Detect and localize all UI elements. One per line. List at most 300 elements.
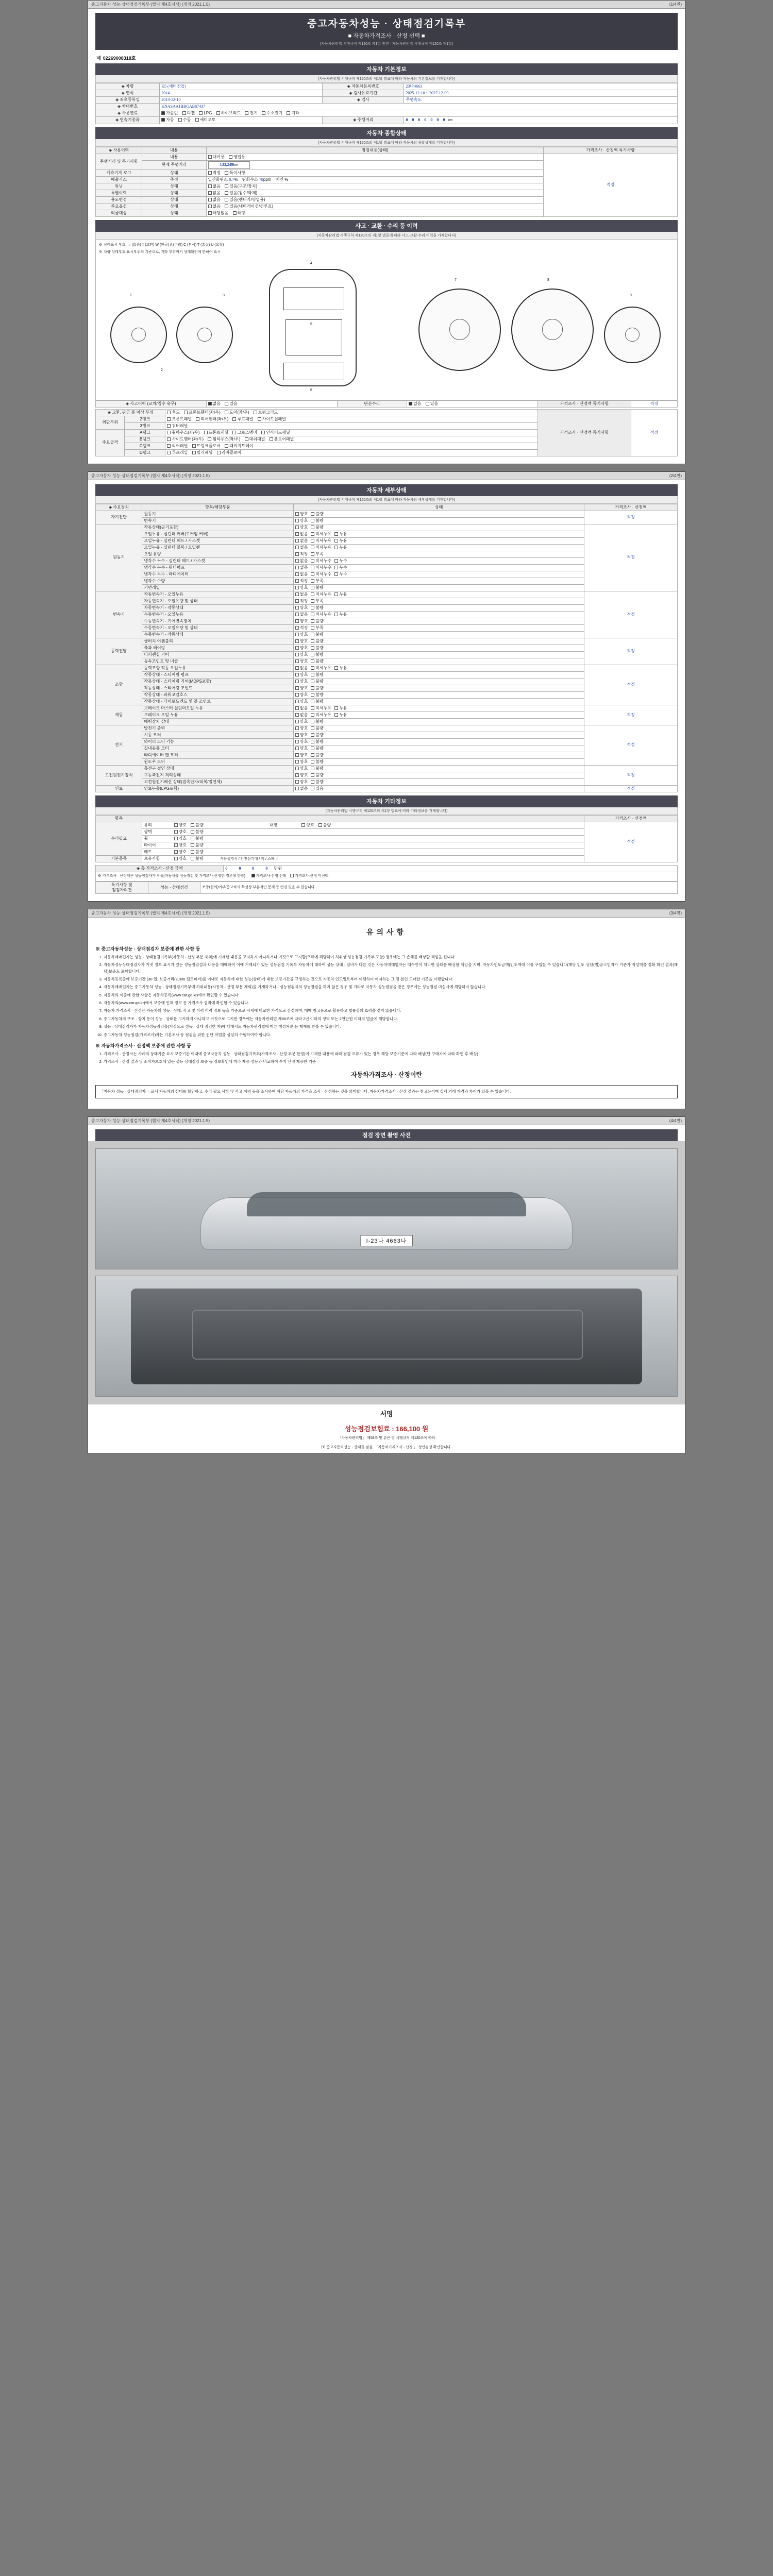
detail-opts-2-2 bbox=[293, 604, 584, 611]
acc-q2-opt-none[interactable] bbox=[409, 401, 421, 406]
basic-value-4-text: 2025-12-10 ~ 2027-12-09 bbox=[406, 91, 449, 95]
parts-0-1[interactable] bbox=[184, 410, 221, 415]
parts-label: ◈ 교환, 판금 등 이상 부위 bbox=[96, 409, 165, 416]
detail-opt-4-1-1[interactable] bbox=[311, 672, 323, 677]
detail-opt-2-5-1[interactable] bbox=[311, 625, 323, 631]
special-opt-none[interactable] bbox=[208, 191, 221, 196]
detail-opt-2-0-1[interactable] bbox=[311, 592, 331, 597]
detail-opt-label: 양호 bbox=[299, 685, 308, 690]
tuning-opt-none[interactable] bbox=[208, 184, 221, 189]
parts-row-1 bbox=[165, 416, 538, 422]
detail-opt-1-6-2[interactable] bbox=[334, 565, 347, 570]
detail-opt-2-0-2[interactable] bbox=[334, 592, 347, 597]
detail-item-3-0: 클러치 어셈블리 bbox=[142, 638, 294, 645]
table-row bbox=[96, 97, 678, 104]
table-row bbox=[96, 524, 678, 531]
option-opt-none[interactable] bbox=[208, 204, 221, 209]
detail-opt-0-1-0[interactable] bbox=[295, 518, 308, 523]
detail-opt-3-3-1[interactable] bbox=[311, 659, 323, 664]
acc-q2-opt-none-label: 없음 bbox=[413, 401, 422, 406]
etc-2-bad[interactable] bbox=[191, 836, 203, 841]
detail-opt-6-5-1[interactable] bbox=[311, 759, 323, 765]
detail-opt-6-0-1[interactable] bbox=[311, 726, 323, 731]
fuel-opt-diesel[interactable] bbox=[182, 111, 195, 116]
etc-side-label: 수리필요 bbox=[96, 822, 142, 855]
odometer-value: 0 0 0 0 0 0 0 bbox=[406, 117, 447, 122]
special-opt-yes-label: 있음(침수/화재) bbox=[229, 190, 258, 195]
parts-2-0[interactable] bbox=[167, 423, 188, 429]
etc-3-good[interactable] bbox=[174, 843, 187, 848]
detail-opt-1-7-0[interactable] bbox=[295, 572, 308, 577]
table-row bbox=[96, 90, 678, 97]
detail-opt-0-1-1[interactable] bbox=[311, 518, 323, 523]
parts-row-0 bbox=[165, 409, 538, 416]
parts-0-0[interactable] bbox=[167, 410, 179, 415]
detail-opt-1-3-1[interactable] bbox=[311, 545, 331, 550]
detail-opt-2-1-0[interactable] bbox=[295, 599, 308, 604]
detail-opt-4-3-1[interactable] bbox=[311, 686, 323, 691]
detail-opt-3-0-1[interactable] bbox=[311, 639, 323, 644]
detail-item-1-5: 냉각수 누수 - 실린더 헤드 / 가스켓 bbox=[142, 557, 294, 564]
detail-opt-label: 미세누수 bbox=[315, 565, 332, 570]
detail-opt-3-1-0[interactable] bbox=[295, 646, 308, 651]
detail-opt-6-4-0[interactable] bbox=[295, 753, 308, 758]
etc-th-2 bbox=[142, 815, 584, 822]
detail-group-8: 연료 bbox=[96, 785, 142, 792]
etc-0b-bad[interactable] bbox=[318, 823, 331, 828]
diagram-car-body bbox=[269, 269, 357, 386]
detail-opt-2-3-2[interactable] bbox=[334, 612, 347, 617]
ovr-kind-2: 측정 bbox=[142, 176, 206, 183]
option-opt-yes[interactable] bbox=[225, 204, 273, 209]
detail-opt-2-0-0[interactable] bbox=[295, 592, 308, 597]
detail-opt-5-0-1[interactable] bbox=[311, 706, 331, 711]
detail-opt-1-8-0[interactable] bbox=[295, 579, 308, 584]
odo-opt-abnormal[interactable] bbox=[225, 171, 245, 176]
detail-opt-2-3-0[interactable] bbox=[295, 612, 308, 617]
trans-opt-semi[interactable] bbox=[195, 117, 216, 123]
detail-opt-label: 없음 bbox=[299, 712, 308, 717]
fuel-options bbox=[160, 110, 678, 117]
etc-4-good[interactable] bbox=[174, 850, 187, 855]
parts-right-value-text: 적정 bbox=[650, 430, 659, 435]
parts-1-3[interactable] bbox=[258, 417, 286, 422]
ovr-kind-1: 상태 bbox=[142, 170, 206, 176]
detail-opt-label: 불량 bbox=[315, 518, 324, 523]
detail-item-2-2: 자동변속기 - 작동상태 bbox=[142, 604, 294, 611]
detail-opt-label: 불량 bbox=[315, 732, 324, 737]
recall-opt-na[interactable] bbox=[208, 211, 229, 216]
detail-opt-4-3-0[interactable] bbox=[295, 686, 308, 691]
tuning-opt-yes[interactable] bbox=[225, 184, 257, 189]
trans-opt-manual[interactable] bbox=[178, 117, 191, 123]
detail-opt-label: 불량 bbox=[315, 692, 324, 697]
diagram-wheel-right-3 bbox=[604, 307, 661, 363]
parts-row-5 bbox=[165, 443, 538, 449]
detail-opt-6-1-0[interactable] bbox=[295, 733, 308, 738]
etc-2-good[interactable] bbox=[174, 836, 187, 841]
detail-item-1-6: 냉각수 누수 - 워터펌프 bbox=[142, 564, 294, 571]
section-overall-note: (자동차관리법 시행규칙 제120조의 제1항 별표에 따라 자동차의 종합상태를 기재합니다) bbox=[95, 139, 678, 147]
recall-opt-yes[interactable] bbox=[233, 211, 245, 216]
etc-0b-good[interactable] bbox=[301, 823, 314, 828]
detail-opt-5-0-0[interactable] bbox=[295, 706, 308, 711]
parts-1-0[interactable] bbox=[167, 417, 192, 422]
detail-opt-label: 없음 bbox=[299, 705, 308, 710]
detail-item-6-4: 라디에이터 팬 모터 bbox=[142, 752, 294, 758]
diagram-wheel-right bbox=[418, 289, 501, 371]
detail-opt-1-2-1[interactable] bbox=[311, 538, 331, 544]
price-chk-unselected-label: 가격조사·산정 미선택 bbox=[295, 874, 329, 878]
detail-opt-4-0-0[interactable] bbox=[295, 666, 308, 671]
emission-smoke bbox=[276, 177, 289, 182]
detail-opt-2-3-1[interactable] bbox=[311, 612, 331, 617]
detail-opt-label: 부족 bbox=[315, 578, 324, 583]
parts-3-3[interactable] bbox=[261, 430, 290, 435]
detail-opt-8-0-1[interactable] bbox=[311, 786, 323, 791]
notice-item: 4. 자동차매매업자는 중고자동차 성능 · 상태점검기록부에 허위내용(자동차 · 산정 부분 제외)을 기재하거나 · 성능점검자의 성능점검을 하지 않은 경우 및 기타로 자동차 성능점검을 받은 경우에는 성능점검 미실시에 해당하지 않습니다. bbox=[104, 984, 678, 990]
detail-opt-label: 양호 bbox=[299, 645, 308, 650]
detail-right-value: 적정 bbox=[627, 712, 635, 717]
parts-3-1[interactable] bbox=[204, 430, 229, 435]
etc-0-bad[interactable] bbox=[191, 823, 203, 828]
parts-6-0[interactable] bbox=[167, 450, 188, 455]
etc-4-bad[interactable] bbox=[191, 850, 203, 855]
detail-opts-1-3 bbox=[293, 544, 584, 551]
detail-opt-4-5-1[interactable] bbox=[311, 699, 323, 704]
detail-opt-7-2-1[interactable] bbox=[311, 779, 323, 785]
detail-opt-6-0-0[interactable] bbox=[295, 726, 308, 731]
parts-5-2[interactable] bbox=[225, 444, 253, 449]
memo-text: 보증(협의)여부/중고차의 특성상 부분적인 문제 등 변경 있을 수 있습니다. bbox=[202, 886, 316, 890]
parts-4-2[interactable] bbox=[245, 437, 265, 442]
page-strip-left: 중고자동차 성능·상태점검기록부 (별지 제4호서식) (개정 2021.1.5) bbox=[91, 2, 210, 7]
detail-th-1: ◈ 주요장치 bbox=[96, 504, 142, 511]
detail-opt-label: 누수 bbox=[339, 558, 347, 563]
parts-0-3-label: 트렁크리드 bbox=[258, 410, 278, 415]
section-basic-note: (자동차관리법 시행규칙 제120조의 제1항 별표에 따라 자동차의 기본정보를 기재합니다) bbox=[95, 75, 678, 83]
detail-opt-1-6-1[interactable] bbox=[311, 565, 331, 570]
detail-opt-4-4-1[interactable] bbox=[311, 692, 323, 698]
usechange-opt-yes[interactable] bbox=[225, 197, 265, 202]
detail-opt-0-0-1[interactable] bbox=[311, 512, 323, 517]
detail-opt-4-0-1[interactable] bbox=[311, 666, 331, 671]
detail-opt-3-2-0[interactable] bbox=[295, 652, 308, 657]
parts-3-2[interactable] bbox=[232, 430, 257, 435]
detail-opt-5-2-0[interactable] bbox=[295, 719, 308, 724]
detail-opt-2-1-1[interactable] bbox=[311, 599, 323, 604]
detail-opt-1-5-2[interactable] bbox=[334, 558, 347, 564]
detail-opt-4-2-1[interactable] bbox=[311, 679, 323, 684]
parts-6-2[interactable] bbox=[217, 450, 242, 455]
detail-opt-2-6-1[interactable] bbox=[311, 632, 323, 637]
detail-opt-2-4-1[interactable] bbox=[311, 619, 323, 624]
detail-group-0: 자기진단 bbox=[96, 511, 142, 524]
diagram-wheel-left bbox=[110, 307, 167, 363]
detail-group-7: 고전원전기장치 bbox=[96, 765, 142, 785]
detail-opt-2-6-0[interactable] bbox=[295, 632, 308, 637]
detail-opt-1-1-1[interactable] bbox=[311, 532, 331, 537]
basic-label-3: ◈ 연식 bbox=[96, 90, 160, 97]
detail-opt-7-0-1[interactable] bbox=[311, 766, 323, 771]
detail-opt-1-5-1[interactable] bbox=[311, 558, 331, 564]
parts-5-0[interactable] bbox=[167, 444, 188, 449]
detail-opt-label: 양호 bbox=[299, 511, 308, 516]
detail-opt-2-2-1[interactable] bbox=[311, 605, 323, 611]
notice-title: 유의사항 bbox=[366, 927, 407, 936]
detail-item-4-0: 동력조향 작동 오일누유 bbox=[142, 665, 294, 671]
detail-opt-7-1-1[interactable] bbox=[311, 773, 323, 778]
price-chk-unselected[interactable] bbox=[290, 874, 328, 879]
detail-opt-4-2-0[interactable] bbox=[295, 679, 308, 684]
detail-opt-2-5-0[interactable] bbox=[295, 625, 308, 631]
emission-hc bbox=[242, 177, 272, 182]
basic-value-2 bbox=[404, 83, 678, 90]
detail-opt-label: 없음 bbox=[299, 571, 308, 577]
detail-opt-5-2-1[interactable] bbox=[311, 719, 323, 724]
trans-opt-auto[interactable] bbox=[161, 117, 174, 123]
acc-q2-opt-yes[interactable] bbox=[426, 401, 438, 406]
page-2 bbox=[88, 471, 685, 902]
detail-opts-5-1 bbox=[293, 711, 584, 718]
use-opt-rental[interactable]: 대여용 bbox=[208, 155, 225, 160]
detail-opt-3-3-0[interactable] bbox=[295, 659, 308, 664]
detail-opt-4-1-0[interactable] bbox=[295, 672, 308, 677]
parts-level-b: B랭크 bbox=[125, 436, 165, 443]
ovr-kind-6: 상태 bbox=[142, 203, 206, 210]
ovr-lbl-7: 리콜대상 bbox=[96, 210, 142, 216]
fuel-opt-gasoline-label: 가솔린 bbox=[166, 111, 178, 115]
detail-opt-0-0-0[interactable] bbox=[295, 512, 308, 517]
parts-4-1-label: 휠하우스(좌/우) bbox=[212, 436, 241, 442]
detail-opt-label: 불량 bbox=[315, 739, 324, 744]
emission-co-value: 0.7 bbox=[229, 177, 234, 182]
detail-opt-label: 불량 bbox=[315, 679, 324, 684]
overall-right-value-text: 적정 bbox=[606, 182, 615, 188]
detail-item-6-0: 발전기 출력 bbox=[142, 725, 294, 732]
etc-1-bad[interactable] bbox=[191, 829, 203, 835]
detail-opt-label: 누유 bbox=[339, 712, 347, 717]
detail-opts-6-0 bbox=[293, 725, 584, 732]
detail-opt-4-5-0[interactable] bbox=[295, 699, 308, 704]
basic-label-6: ◈ 검사 bbox=[323, 97, 404, 104]
special-opt-yes[interactable] bbox=[225, 191, 257, 196]
acc-q1-opt-none[interactable] bbox=[208, 401, 221, 406]
detail-opt-1-7-2[interactable] bbox=[334, 572, 347, 577]
parts-1-1[interactable] bbox=[196, 417, 228, 422]
detail-opt-4-0-2[interactable] bbox=[334, 666, 347, 671]
odometer-unit: km bbox=[447, 118, 452, 122]
etc-4-bad-label: 불량 bbox=[195, 849, 204, 854]
detail-right-value: 적정 bbox=[627, 612, 635, 617]
ovr-lbl-4: 특별이력 bbox=[96, 190, 142, 196]
basic-label-2: ◈ 자동차등록번호 bbox=[323, 83, 404, 90]
odo-opt-normal[interactable] bbox=[208, 171, 221, 176]
etc-base-extra: 사용설명서 / 안전삼각대 / 잭 / 스패너 bbox=[220, 857, 278, 861]
detail-opt-label: 누수 bbox=[339, 565, 347, 570]
acc-q1-opt-yes[interactable] bbox=[225, 401, 237, 406]
parts-row-6 bbox=[165, 449, 538, 456]
parts-1-2[interactable] bbox=[232, 417, 253, 422]
ovr-opts-3 bbox=[206, 183, 544, 190]
parts-4-3[interactable] bbox=[270, 437, 294, 442]
detail-group-1: 원동기 bbox=[96, 524, 142, 591]
detail-opt-3-2-1[interactable] bbox=[311, 652, 323, 657]
detail-opt-7-1-0[interactable] bbox=[295, 773, 308, 778]
detail-opt-2-4-0[interactable] bbox=[295, 619, 308, 624]
detail-opt-1-9-0[interactable] bbox=[295, 585, 308, 590]
detail-item-2-4: 수동변속기 - 기어변속장치 bbox=[142, 618, 294, 624]
detail-opt-label: 미세누수 bbox=[315, 571, 332, 577]
detail-opt-label: 부족 bbox=[315, 625, 324, 630]
detail-item-2-6: 수동변속기 - 작동상태 bbox=[142, 631, 294, 638]
parts-1-2-label: 루프패널 bbox=[237, 416, 254, 421]
ovr-opts-2 bbox=[206, 176, 544, 183]
detail-opt-5-0-2[interactable] bbox=[334, 706, 347, 711]
detail-opt-label: 불량 bbox=[315, 645, 324, 650]
detail-item-1-2: 오일누유 - 실린더 헤드 / 가스켓 bbox=[142, 537, 294, 544]
detail-opt-6-2-0[interactable] bbox=[295, 739, 308, 744]
detail-opt-6-3-0[interactable] bbox=[295, 746, 308, 751]
detail-opt-4-4-0[interactable] bbox=[295, 692, 308, 698]
fuel-label: ◈ 사용연료 bbox=[96, 110, 160, 117]
accident-history-table bbox=[95, 400, 678, 408]
basic-value-3-text: 2014 bbox=[161, 91, 170, 95]
detail-opt-label: 누유 bbox=[339, 612, 347, 617]
detail-opt-label: 누유 bbox=[339, 591, 347, 597]
diagram-num-2: 2 bbox=[161, 368, 163, 372]
use-opt-business[interactable]: 영업용 bbox=[229, 155, 245, 160]
detail-opts-4-4 bbox=[293, 691, 584, 698]
basic-label-7: ◈ 차대번호 bbox=[96, 104, 160, 110]
detail-opt-1-6-0[interactable] bbox=[295, 565, 308, 570]
detail-opt-5-1-2[interactable] bbox=[334, 713, 347, 718]
odo-opt-abnormal-label: 특이사항 bbox=[229, 170, 246, 175]
detail-right-value: 적정 bbox=[627, 786, 635, 791]
detail-opt-label: 누유 bbox=[339, 705, 347, 710]
detail-opt-label: 없음 bbox=[299, 612, 308, 617]
detail-right-value: 적정 bbox=[627, 742, 635, 747]
ovr-opts-6 bbox=[206, 203, 544, 210]
etc-right-value bbox=[584, 822, 678, 862]
detail-opt-2-2-0[interactable] bbox=[295, 605, 308, 611]
fuel-opt-lpg[interactable] bbox=[199, 111, 212, 116]
diagram-legend-2: ※ 차량 상태부호 표시부위의 기준으로, 기타 부위까지 상태확인에 한하여 표시 bbox=[99, 250, 221, 254]
detail-opt-label: 양호 bbox=[299, 524, 308, 530]
etc-base-good[interactable] bbox=[174, 856, 187, 861]
etc-1-good[interactable] bbox=[174, 829, 187, 835]
detail-opt-1-0-1[interactable] bbox=[311, 525, 323, 530]
detail-opt-label: 적정 bbox=[299, 625, 308, 630]
detail-opt-6-3-1[interactable] bbox=[311, 746, 323, 751]
parts-3-1-label: 프론트패널 bbox=[208, 430, 229, 435]
parts-4-0[interactable] bbox=[167, 437, 204, 442]
emission-smoke-unit: % bbox=[284, 177, 289, 182]
detail-opt-label: 미세누유 bbox=[315, 545, 332, 550]
parts-5-1[interactable] bbox=[192, 444, 221, 449]
detail-opt-1-8-1[interactable] bbox=[311, 579, 323, 584]
detail-opt-1-2-2[interactable] bbox=[334, 538, 347, 544]
parts-4-1[interactable] bbox=[208, 437, 240, 442]
detail-opt-1-3-2[interactable] bbox=[334, 545, 347, 550]
parts-0-3[interactable] bbox=[254, 410, 278, 415]
detail-opt-label: 누유 bbox=[339, 545, 347, 550]
table-row bbox=[96, 154, 678, 160]
detail-opt-1-9-1[interactable] bbox=[311, 585, 323, 590]
etc-table bbox=[95, 815, 678, 863]
trans-opt-semi-label: 세미오토 bbox=[199, 117, 216, 123]
price-chk-selected[interactable] bbox=[251, 874, 286, 879]
detail-opt-1-3-0[interactable] bbox=[295, 545, 308, 550]
ovr-kind-7: 상태 bbox=[142, 210, 206, 216]
detail-opt-label: 불량 bbox=[315, 652, 324, 657]
detail-opts-1-0 bbox=[293, 524, 584, 531]
etc-base-bad[interactable] bbox=[191, 856, 203, 861]
fuel-opt-hydrogen[interactable] bbox=[262, 111, 282, 116]
notice-item: 7. 자동차 가격조사 · 산정은 자동차의 성능 · 상태, 사고 및 이력 이력 정보 등을 기준으로 시세에 비교한 가격으로 산정하며, 매매 참고용으로 활용하고 법률상의 효력을 갖지 않습니다. bbox=[104, 1008, 678, 1014]
detail-item-6-3: 실내송풍 모터 bbox=[142, 745, 294, 752]
detail-right-6 bbox=[584, 725, 678, 765]
detail-opt-5-1-1[interactable] bbox=[311, 713, 331, 718]
detail-right-value: 적정 bbox=[627, 649, 635, 653]
detail-opt-1-1-0[interactable] bbox=[295, 532, 308, 537]
parts-4-0-label: 사이드멤버(좌/우) bbox=[172, 436, 204, 442]
detail-opt-6-2-1[interactable] bbox=[311, 739, 323, 744]
detail-opt-label: 양호 bbox=[299, 638, 308, 643]
detail-opt-8-0-0[interactable] bbox=[295, 786, 308, 791]
etc-0-good[interactable] bbox=[174, 823, 187, 828]
fuel-opt-other[interactable] bbox=[287, 111, 299, 116]
detail-opt-5-1-0[interactable] bbox=[295, 713, 308, 718]
detail-opt-1-7-1[interactable] bbox=[311, 572, 331, 577]
detail-opt-3-0-0[interactable] bbox=[295, 639, 308, 644]
detail-opt-1-4-0[interactable] bbox=[295, 552, 308, 557]
diagram-num-8: 8 bbox=[547, 278, 549, 282]
option-opt-none-label: 없음 bbox=[212, 204, 221, 209]
parts-right-head: 가격조사 · 산정액 특기사항 bbox=[538, 409, 631, 456]
detail-opt-1-4-1[interactable] bbox=[311, 552, 323, 557]
usechange-opt-none[interactable] bbox=[208, 197, 221, 202]
detail-opt-1-5-0[interactable] bbox=[295, 558, 308, 564]
etc-3-bad[interactable] bbox=[191, 843, 203, 848]
detail-opt-3-1-1[interactable] bbox=[311, 646, 323, 651]
detail-opt-1-0-0[interactable] bbox=[295, 525, 308, 530]
detail-opt-label: 없음 bbox=[299, 591, 308, 597]
special-opt-none-label: 없음 bbox=[212, 190, 221, 195]
memo-text-cell[interactable] bbox=[200, 882, 678, 893]
basic-value-4 bbox=[404, 90, 678, 97]
fuel-opt-hybrid[interactable] bbox=[216, 111, 241, 116]
detail-opt-1-2-0[interactable] bbox=[295, 538, 308, 544]
detail-opt-label: 양호 bbox=[299, 732, 308, 737]
detail-opt-7-0-0[interactable] bbox=[295, 766, 308, 771]
detail-opt-label: 양호 bbox=[299, 618, 308, 623]
parts-group-outer: 외판부위 bbox=[96, 416, 125, 429]
ovr-opts-5 bbox=[206, 196, 544, 203]
parts-row-4 bbox=[165, 436, 538, 443]
detail-opt-7-2-0[interactable] bbox=[295, 779, 308, 785]
detail-opt-6-4-1[interactable] bbox=[311, 753, 323, 758]
detail-item-0-0: 원동기 bbox=[142, 511, 294, 517]
detail-opt-1-1-2[interactable] bbox=[334, 532, 347, 537]
detail-opt-6-1-1[interactable] bbox=[311, 733, 323, 738]
parts-6-1[interactable] bbox=[192, 450, 213, 455]
detail-opt-6-5-0[interactable] bbox=[295, 759, 308, 765]
fuel-opt-electric[interactable] bbox=[245, 111, 257, 116]
parts-0-2[interactable] bbox=[225, 410, 249, 415]
fuel-opt-gasoline[interactable] bbox=[161, 111, 178, 116]
parts-3-0[interactable] bbox=[167, 430, 199, 435]
